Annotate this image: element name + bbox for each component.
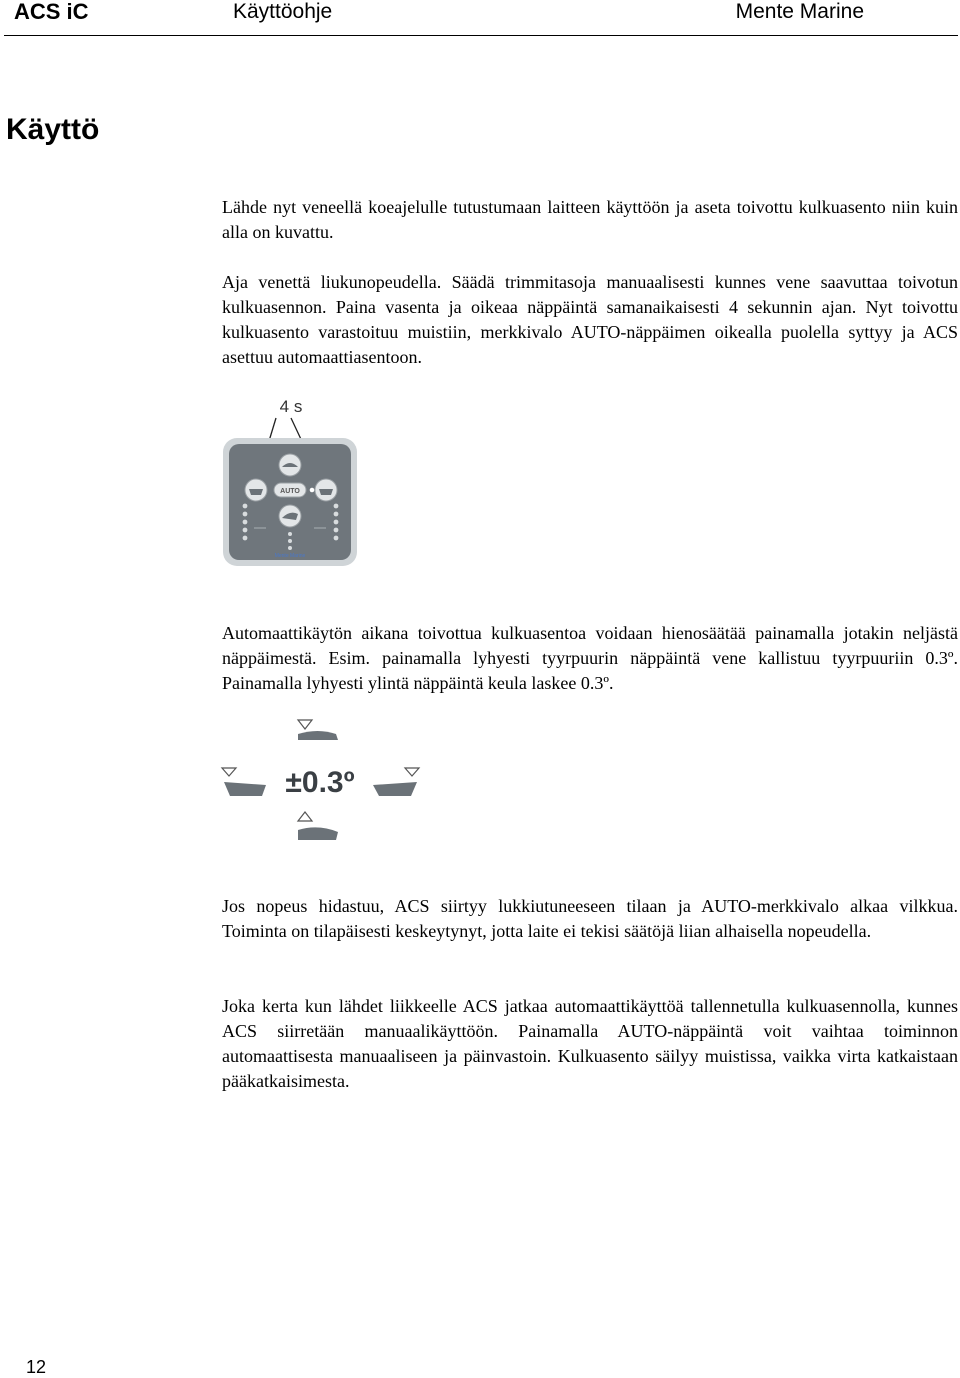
boat-bow-up-icon	[298, 827, 338, 840]
auto-button-label: AUTO	[280, 488, 300, 495]
auto-button[interactable]	[274, 483, 306, 497]
boat-starboard-heel-icon	[373, 782, 417, 796]
header-product: ACS iC	[14, 0, 89, 24]
control-panel-figure	[218, 388, 368, 573]
boat-port-heel-icon	[224, 782, 266, 796]
header-divider	[4, 35, 958, 36]
arrow-down-port-icon	[222, 768, 236, 776]
boat-port-icon	[249, 489, 263, 495]
auto-indicator-led	[310, 488, 315, 493]
adjustment-figure	[218, 712, 423, 847]
arrow-down-starboard-icon	[405, 768, 419, 776]
page-number: 12	[26, 1357, 47, 1377]
header-document: Käyttöohje	[233, 0, 333, 23]
bow-down-button[interactable]	[279, 454, 301, 476]
panel-brand-logo: Mente Marine	[274, 553, 306, 559]
arrow-up-icon	[298, 812, 312, 821]
page-header	[0, 0, 960, 36]
port-button[interactable]	[245, 479, 267, 501]
paragraph-memory: Joka kerta kun lähdet liikkeelle ACS jatkaa automaattikäyttöä tallennetulla kulkuasennolla, kunnes ACS siirretään manuaalikäyttöön. Painamalla AUTO-näppäintä voit vaihtaa toiminnon automaattisesta manuaaliseen ja päinvastoin. Kulkuasento säilyy muistissa, vaikka virta katkaistaan pääkatkaisimesta.	[222, 996, 958, 1091]
boat-bow-down-icon	[298, 731, 338, 740]
header-company: Mente Marine	[735, 0, 864, 23]
arrow-down-icon	[298, 720, 312, 729]
hold-duration-label: 4 s	[279, 397, 303, 416]
starboard-button[interactable]	[315, 479, 337, 501]
bow-up-button[interactable]	[279, 505, 301, 527]
paragraph-low-speed: Jos nopeus hidastuu, ACS siirtyy lukkiutuneeseen tilaan ja AUTO-merkkivalo alkaa vilkkua. Toiminta on tilapäisesti keskeytynyt, jotta laite ei tekisi säätöjä liian alhaisella nopeudella.	[222, 896, 958, 941]
paragraph-intro: Lähde nyt veneellä koeajelulle tutustumaan laitteen käyttöön ja aseta toivottu kulkuasento niin kuin alla on kuvattu.	[222, 197, 958, 242]
paragraph-auto-adjust: Automaattikäytön aikana toivottua kulkuasentoa voidaan hienosäätää painamalla jotakin neljästä näppäimestä. Esim. painamalla lyhyesti tyyrpuurin näppäintä vene kallistuu tyyrpuuriin 0.3º. Painamalla lyhyesti ylintä näppäintä keula laskee 0.3º.	[222, 623, 958, 693]
step-value-label: ±0.3º	[285, 766, 355, 799]
page-title: Käyttö	[6, 113, 100, 146]
boat-starboard-icon	[319, 489, 333, 495]
trim-led-center	[288, 532, 292, 550]
paragraph-set-trim: Aja venettä liukunopeudella. Säädä trimmitasoja manuaalisesti kunnes vene saavuttaa toivotun kulkuasennon. Paina vasenta ja oikeaa näppäintä samanaikaisesti 4 sekunnin ajan. Nyt toivottu kulkuasento varastoituu muistiin, merkkivalo AUTO-näppäimen oikealla puolella syttyy ja ACS asettuu automaattiasentoon.	[222, 272, 958, 367]
